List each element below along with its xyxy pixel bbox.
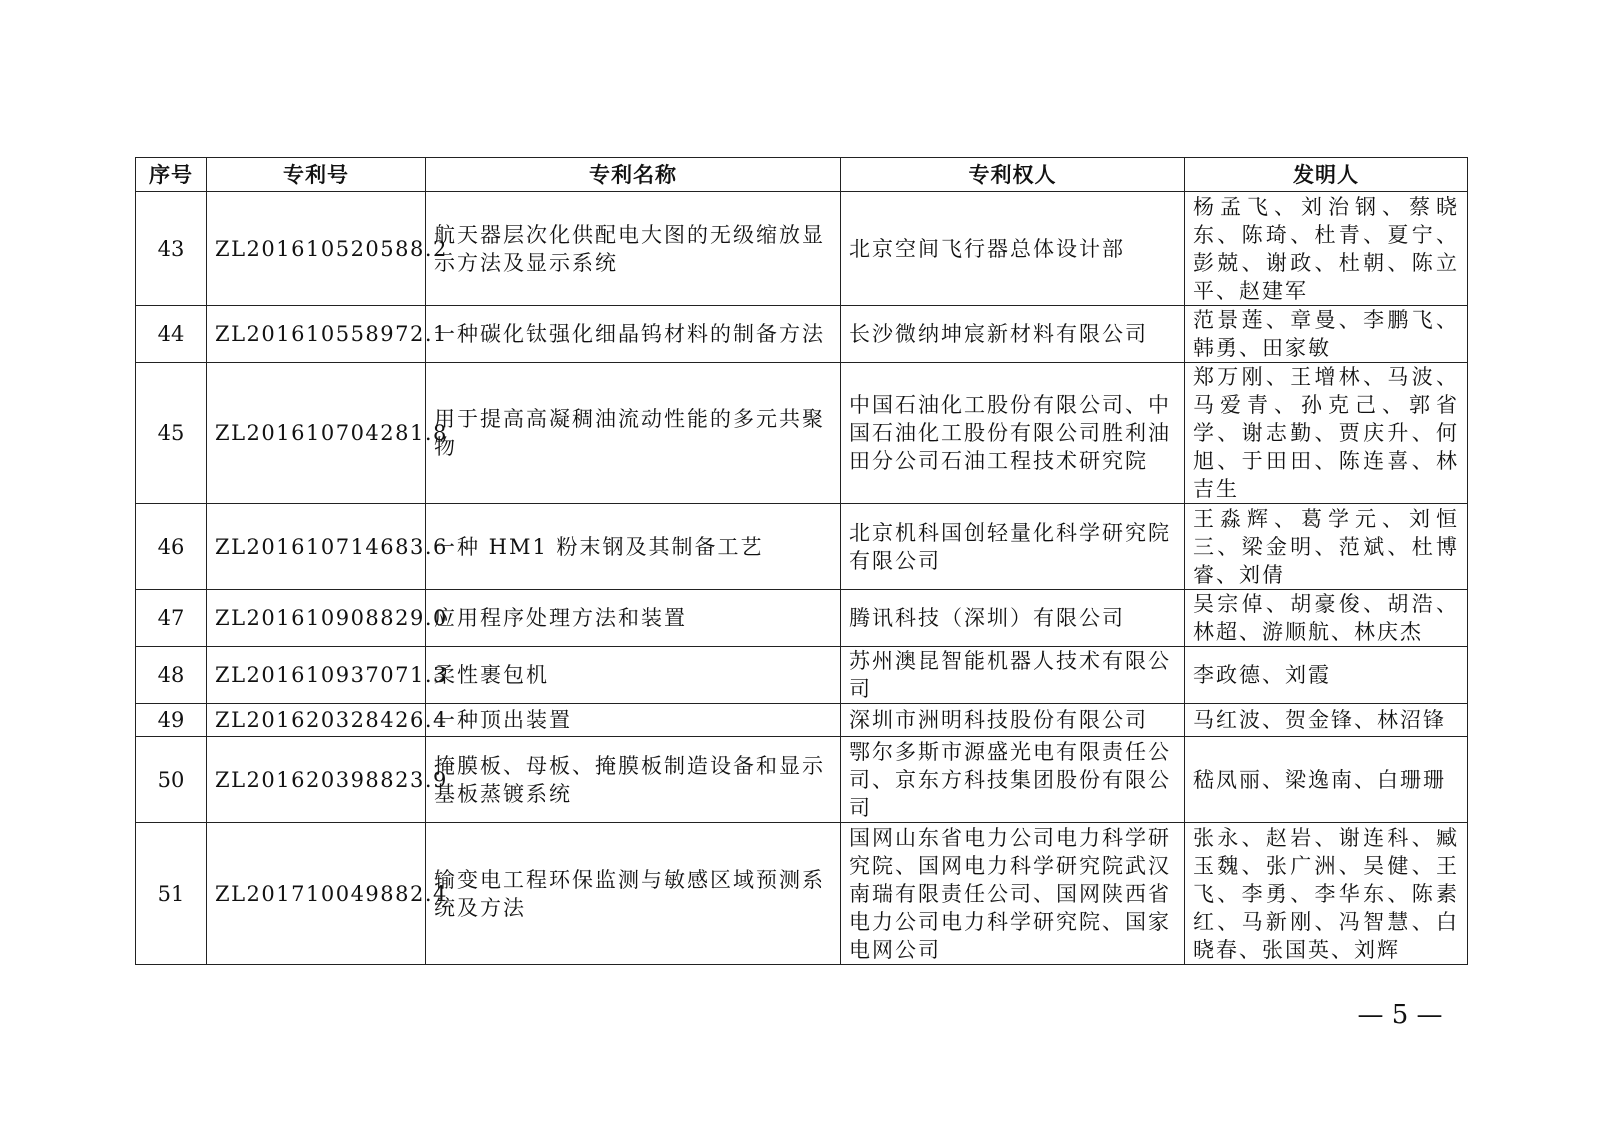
row-no: 47 (136, 590, 207, 647)
row-patent-name: 应用程序处理方法和装置 (426, 590, 841, 647)
row-no: 48 (136, 647, 207, 704)
patent-table (135, 157, 1468, 965)
row-no: 50 (136, 737, 207, 823)
row-patentee: 中国石油化工股份有限公司、中国石油化工股份有限公司胜利油田分公司石油工程技术研究院 (841, 363, 1185, 504)
row-no: 45 (136, 363, 207, 504)
row-patent-number: ZL201610937071.3 (207, 647, 426, 704)
row-patentee: 苏州澳昆智能机器人技术有限公司 (841, 647, 1185, 704)
row-patentee: 北京空间飞行器总体设计部 (841, 192, 1185, 306)
header-patentee: 专利权人 (841, 158, 1185, 192)
row-patent-name: 一种 HM1 粉末钢及其制备工艺 (426, 504, 841, 590)
row-inventors: 杨孟飞、刘治钢、蔡晓东、陈琦、杜青、夏宁、彭兢、谢政、杜朝、陈立平、赵建军 (1185, 192, 1468, 306)
row-no: 43 (136, 192, 207, 306)
row-patent-name: 航天器层次化供配电大图的无级缩放显示方法及显示系统 (426, 192, 841, 306)
row-patent-name: 用于提高高凝稠油流动性能的多元共聚物 (426, 363, 841, 504)
row-inventors: 王淼辉、葛学元、刘恒三、梁金明、范斌、杜博睿、刘倩 (1185, 504, 1468, 590)
row-patent-number: ZL201710049882.4 (207, 823, 426, 965)
row-patent-number: ZL201610714683.6 (207, 504, 426, 590)
table-row (136, 704, 1468, 737)
row-patent-number: ZL201620328426.4 (207, 704, 426, 737)
table-header (136, 158, 1468, 192)
table-row (136, 647, 1468, 704)
table-body (136, 192, 1468, 965)
header-row (136, 158, 1468, 192)
row-inventors: 范景莲、章曼、李鹏飞、韩勇、田家敏 (1185, 306, 1468, 363)
row-inventors: 张永、赵岩、谢连科、臧玉魏、张广洲、吴健、王飞、李勇、李华东、陈素红、马新刚、冯智慧、白晓春、张国英、刘辉 (1185, 823, 1468, 965)
table-row (136, 590, 1468, 647)
row-patentee: 长沙微纳坤宸新材料有限公司 (841, 306, 1185, 363)
row-inventors: 马红波、贺金锋、林沼锋 (1185, 704, 1468, 737)
row-patentee: 鄂尔多斯市源盛光电有限责任公司、京东方科技集团股份有限公司 (841, 737, 1185, 823)
row-patent-number: ZL201610908829.0 (207, 590, 426, 647)
row-patent-name: 输变电工程环保监测与敏感区域预测系统及方法 (426, 823, 841, 965)
table-row (136, 737, 1468, 823)
row-inventors: 郑万刚、王增林、马波、马爱青、孙克己、郭省学、谢志勤、贾庆升、何旭、于田田、陈连喜、林吉生 (1185, 363, 1468, 504)
table-row (136, 192, 1468, 306)
header-no: 序号 (136, 158, 207, 192)
row-inventors: 嵇凤丽、梁逸南、白珊珊 (1185, 737, 1468, 823)
table-row (136, 504, 1468, 590)
row-patent-number: ZL201610704281.8 (207, 363, 426, 504)
table-row (136, 306, 1468, 363)
row-patent-number: ZL201620398823.9 (207, 737, 426, 823)
row-no: 49 (136, 704, 207, 737)
row-patent-number: ZL201610520588.2 (207, 192, 426, 306)
header-patent-number: 专利号 (207, 158, 426, 192)
row-patentee: 腾讯科技（深圳）有限公司 (841, 590, 1185, 647)
table-row (136, 363, 1468, 504)
row-no: 46 (136, 504, 207, 590)
row-no: 44 (136, 306, 207, 363)
page-number: — 5 — (1357, 1000, 1443, 1030)
row-patent-number: ZL201610558972.1 (207, 306, 426, 363)
row-patentee: 北京机科国创轻量化科学研究院有限公司 (841, 504, 1185, 590)
row-patent-name: 一种碳化钛强化细晶钨材料的制备方法 (426, 306, 841, 363)
row-patentee: 深圳市洲明科技股份有限公司 (841, 704, 1185, 737)
header-patent-name: 专利名称 (426, 158, 841, 192)
table-row (136, 823, 1468, 965)
row-patentee: 国网山东省电力公司电力科学研究院、国网电力科学研究院武汉南瑞有限责任公司、国网陕西省电力公司电力科学研究院、国家电网公司 (841, 823, 1185, 965)
row-inventors: 吴宗倬、胡豪俊、胡浩、林超、游顺航、林庆杰 (1185, 590, 1468, 647)
header-inventors: 发明人 (1185, 158, 1468, 192)
row-inventors: 李政德、刘霞 (1185, 647, 1468, 704)
row-patent-name: 一种顶出装置 (426, 704, 841, 737)
row-patent-name: 柔性裹包机 (426, 647, 841, 704)
row-no: 51 (136, 823, 207, 965)
row-patent-name: 掩膜板、母板、掩膜板制造设备和显示基板蒸镀系统 (426, 737, 841, 823)
